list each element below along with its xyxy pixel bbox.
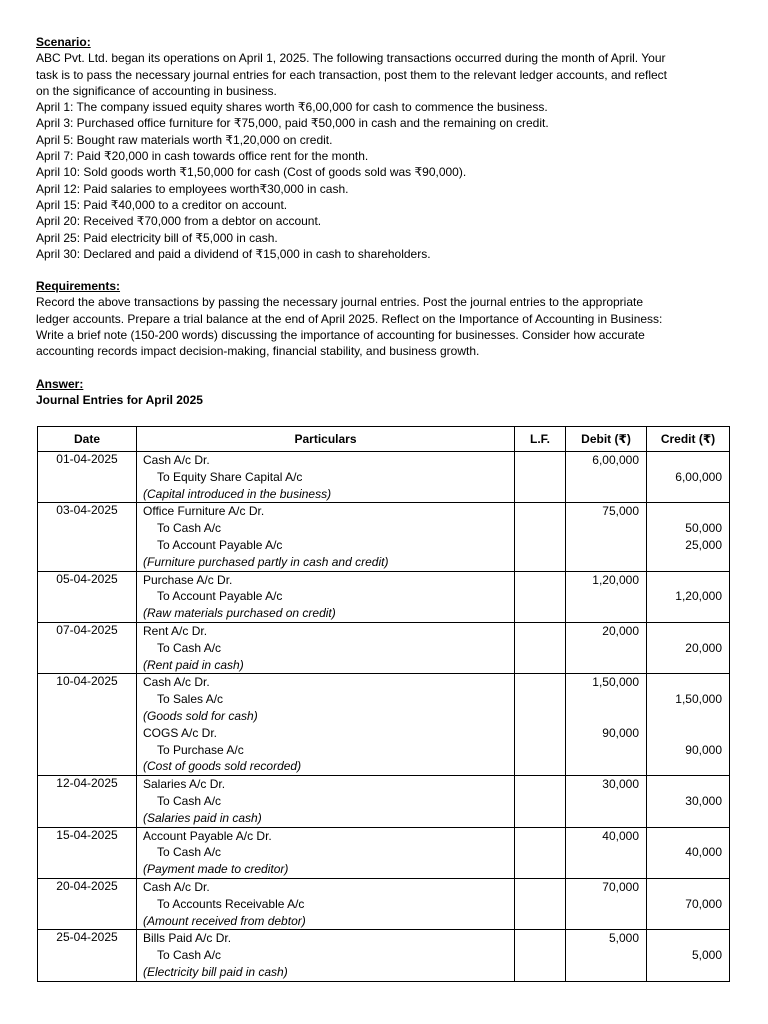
credit-amount: [647, 810, 729, 827]
credit-column-header: Credit (₹): [647, 427, 730, 452]
credit-amount: [647, 708, 729, 725]
debit-amount: 90,000: [602, 725, 639, 740]
debit-amount: 20,000: [602, 623, 639, 638]
entry-debit: [566, 930, 647, 981]
debit-account-line: Rent A/c Dr.: [143, 623, 208, 638]
credit-account-line: To Accounts Receivable A/c: [157, 896, 305, 911]
credit-amount: [647, 776, 729, 793]
narration-line: (Amount received from debtor): [143, 913, 306, 928]
entry-credit: [647, 571, 730, 622]
credit-account-line: To Cash A/c: [157, 845, 222, 860]
debit-amount: [566, 486, 646, 503]
entry-debit: [566, 827, 647, 878]
entry-particulars: [137, 503, 515, 571]
transaction-item: April 5: Bought raw materials worth ₹1,20,000 on credit.: [36, 132, 333, 147]
entry-date: 07-04-2025: [38, 622, 137, 673]
requirements-line: ledger accounts. Prepare a trial balance at the end of April 2025. Reflect on the Importance of Accounting in Business:: [36, 311, 663, 326]
debit-account-line: Bills Paid A/c Dr.: [143, 931, 232, 946]
debit-account-line: Cash A/c Dr.: [143, 675, 210, 690]
entry-debit: [566, 878, 647, 929]
entry-particulars: [137, 776, 515, 827]
journal-entry-row: [38, 930, 730, 981]
credit-amount: 6,00,000: [675, 469, 722, 484]
narration-line: (Goods sold for cash): [143, 708, 258, 723]
debit-amount: [566, 537, 646, 554]
entry-credit: [647, 452, 730, 503]
debit-amount: [566, 691, 646, 708]
credit-amount: 70,000: [685, 896, 722, 911]
entry-particulars: [137, 571, 515, 622]
credit-amount: 40,000: [685, 845, 722, 860]
debit-amount: [566, 947, 646, 964]
debit-amount: [566, 758, 646, 775]
journal-entry-row: [38, 622, 730, 673]
entry-date: 25-04-2025: [38, 930, 137, 981]
credit-amount: 20,000: [685, 640, 722, 655]
credit-amount: 30,000: [685, 793, 722, 808]
entry-particulars: [137, 930, 515, 981]
entry-particulars: [137, 674, 515, 776]
debit-account-line: Purchase A/c Dr.: [143, 572, 233, 587]
debit-amount: [566, 964, 646, 981]
entry-date: 10-04-2025: [38, 674, 137, 776]
transaction-item: April 3: Purchased office furniture for ₹75,000, paid ₹50,000 in cash and the remaining on credit.: [36, 116, 549, 131]
requirements-line: Write a brief note (150-200 words) discussing the importance of accounting for businesses. Consider how accurate: [36, 328, 645, 343]
credit-amount: [647, 861, 729, 878]
credit-account-line: To Cash A/c: [157, 521, 222, 536]
credit-amount: [647, 879, 729, 896]
debit-amount: 6,00,000: [592, 453, 639, 467]
narration-line: (Payment made to creditor): [143, 862, 289, 877]
requirements-line: accounting records impact decision-making, financial stability, and business growth.: [36, 344, 480, 359]
journal-entry-row: [38, 503, 730, 571]
debit-account-line: Cash A/c Dr.: [143, 453, 210, 467]
credit-amount: [647, 725, 729, 742]
debit-account-line: Cash A/c Dr.: [143, 879, 210, 894]
entry-particulars: [137, 878, 515, 929]
journal-title: Journal Entries for April 2025: [36, 392, 203, 407]
entry-credit: [647, 674, 730, 776]
transaction-item: April 1: The company issued equity shares worth ₹6,00,000 for cash to commence the business.: [36, 100, 548, 115]
journal-entry-row: [38, 452, 730, 503]
document-body: [36, 34, 736, 408]
narration-line: (Rent paid in cash): [143, 657, 244, 672]
debit-amount: [566, 896, 646, 913]
entry-credit: [647, 930, 730, 981]
credit-amount: [647, 674, 729, 691]
entry-ledger-folio: [515, 827, 566, 878]
intro-line: task is to pass the necessary journal entries for each transaction, post them to the relevant ledger accounts, and reflect: [36, 67, 668, 82]
transaction-item: April 15: Paid ₹40,000 to a creditor on account.: [36, 197, 288, 212]
debit-amount: [566, 742, 646, 759]
entry-debit: [566, 571, 647, 622]
transaction-item: April 12: Paid salaries to employees worth₹30,000 in cash.: [36, 181, 349, 196]
entry-date: 20-04-2025: [38, 878, 137, 929]
entry-ledger-folio: [515, 622, 566, 673]
credit-amount: [647, 828, 729, 845]
entry-debit: [566, 776, 647, 827]
journal-entry-row: [38, 674, 730, 776]
requirements-line: Record the above transactions by passing the necessary journal entries. Post the journal entries to the appropriate: [36, 295, 644, 310]
credit-account-line: To Account Payable A/c: [157, 537, 283, 552]
credit-amount: [647, 572, 729, 589]
debit-amount: 1,50,000: [592, 675, 639, 690]
credit-amount: [647, 486, 729, 503]
narration-line: (Raw materials purchased on credit): [143, 606, 336, 621]
credit-amount: [647, 452, 729, 469]
debit-amount: [566, 657, 646, 674]
journal-body: [38, 452, 730, 982]
debit-amount: [566, 605, 646, 622]
narration-line: (Furniture purchased partly in cash and credit): [143, 554, 389, 569]
narration-line: (Salaries paid in cash): [143, 810, 262, 825]
journal-entry-row: [38, 827, 730, 878]
credit-amount: [647, 930, 729, 947]
entry-date: 03-04-2025: [38, 503, 137, 571]
requirements-text: [36, 294, 736, 359]
debit-amount: [566, 469, 646, 486]
narration-line: (Electricity bill paid in cash): [143, 964, 288, 979]
credit-amount: 5,000: [691, 948, 722, 963]
entry-debit: [566, 503, 647, 571]
credit-amount: [647, 758, 729, 775]
entry-debit: [566, 674, 647, 776]
scenario-intro: [36, 50, 736, 99]
transaction-item: April 20: Received ₹70,000 from a debtor on account.: [36, 214, 322, 229]
transaction-item: April 25: Paid electricity bill of ₹5,000 in cash.: [36, 230, 278, 245]
credit-amount: 25,000: [685, 537, 722, 552]
debit-amount: [566, 554, 646, 571]
credit-amount: [647, 554, 729, 571]
narration-line: (Capital introduced in the business): [143, 486, 332, 501]
narration-line: (Cost of goods sold recorded): [143, 759, 302, 774]
debit-amount: [566, 520, 646, 537]
entry-ledger-folio: [515, 930, 566, 981]
entry-ledger-folio: [515, 776, 566, 827]
credit-account-line: To Cash A/c: [157, 793, 222, 808]
credit-account-line: To Cash A/c: [157, 948, 222, 963]
credit-amount: 90,000: [685, 742, 722, 757]
journal-entry-row: [38, 571, 730, 622]
entry-ledger-folio: [515, 878, 566, 929]
date-column-header: Date: [38, 427, 137, 452]
debit-amount: 30,000: [602, 777, 639, 792]
entry-date: 15-04-2025: [38, 827, 137, 878]
credit-amount: [647, 913, 729, 930]
entry-ledger-folio: [515, 674, 566, 776]
transaction-item: April 30: Declared and paid a dividend of ₹15,000 in cash to shareholders.: [36, 246, 431, 261]
debit-account-line: Salaries A/c Dr.: [143, 777, 226, 792]
entry-ledger-folio: [515, 503, 566, 571]
lf-column-header: L.F.: [515, 427, 566, 452]
debit-amount: [566, 588, 646, 605]
credit-amount: [647, 657, 729, 674]
entry-credit: [647, 503, 730, 571]
debit-amount: 70,000: [602, 879, 639, 894]
entry-date: 05-04-2025: [38, 571, 137, 622]
requirements-heading: Requirements:: [36, 279, 121, 294]
credit-account-line: To Purchase A/c: [157, 742, 244, 757]
entry-ledger-folio: [515, 452, 566, 503]
intro-line: ABC Pvt. Ltd. began its operations on April 1, 2025. The following transactions occurred during the month of April. Your: [36, 51, 666, 66]
debit-amount: [566, 708, 646, 725]
debit-amount: [566, 913, 646, 930]
entry-credit: [647, 622, 730, 673]
answer-heading: Answer:: [36, 376, 84, 391]
credit-amount: [647, 503, 729, 520]
credit-account-line: To Sales A/c: [157, 692, 224, 707]
transaction-item: April 7: Paid ₹20,000 in cash towards office rent for the month.: [36, 149, 369, 164]
debit-amount: [566, 640, 646, 657]
entry-credit: [647, 776, 730, 827]
entry-ledger-folio: [515, 571, 566, 622]
credit-amount: 50,000: [685, 521, 722, 536]
intro-line: on the significance of accounting in business.: [36, 83, 277, 98]
entry-debit: [566, 452, 647, 503]
scenario-heading: Scenario:: [36, 35, 91, 49]
debit-amount: 75,000: [602, 504, 639, 519]
debit-amount: 5,000: [608, 931, 639, 946]
entry-particulars: [137, 827, 515, 878]
debit-amount: [566, 844, 646, 861]
credit-account-line: To Equity Share Capital A/c: [157, 469, 303, 484]
entry-particulars: [137, 622, 515, 673]
journal-header-row: [38, 427, 730, 452]
entry-date: 12-04-2025: [38, 776, 137, 827]
debit-column-header: Debit (₹): [566, 427, 647, 452]
credit-amount: 1,20,000: [675, 589, 722, 604]
debit-account-line: Account Payable A/c Dr.: [143, 828, 272, 843]
credit-amount: [647, 964, 729, 981]
entry-credit: [647, 878, 730, 929]
entry-particulars: [137, 452, 515, 503]
entry-debit: [566, 622, 647, 673]
journal-table: [37, 426, 730, 982]
debit-amount: [566, 810, 646, 827]
debit-account-line: Office Furniture A/c Dr.: [143, 504, 265, 519]
debit-amount: 1,20,000: [592, 572, 639, 587]
debit-amount: [566, 861, 646, 878]
credit-account-line: To Account Payable A/c: [157, 589, 283, 604]
particulars-column-header: Particulars: [137, 427, 515, 452]
journal-entry-row: [38, 878, 730, 929]
entry-credit: [647, 827, 730, 878]
debit-account-line: COGS A/c Dr.: [143, 725, 218, 740]
credit-account-line: To Cash A/c: [157, 640, 222, 655]
credit-amount: [647, 623, 729, 640]
journal-entry-row: [38, 776, 730, 827]
transaction-list: [36, 99, 736, 262]
debit-amount: 40,000: [602, 828, 639, 843]
credit-amount: [647, 605, 729, 622]
transaction-item: April 10: Sold goods worth ₹1,50,000 for cash (Cost of goods sold was ₹90,000).: [36, 165, 467, 180]
credit-amount: 1,50,000: [675, 692, 722, 707]
entry-date: 01-04-2025: [38, 452, 137, 503]
debit-amount: [566, 793, 646, 810]
